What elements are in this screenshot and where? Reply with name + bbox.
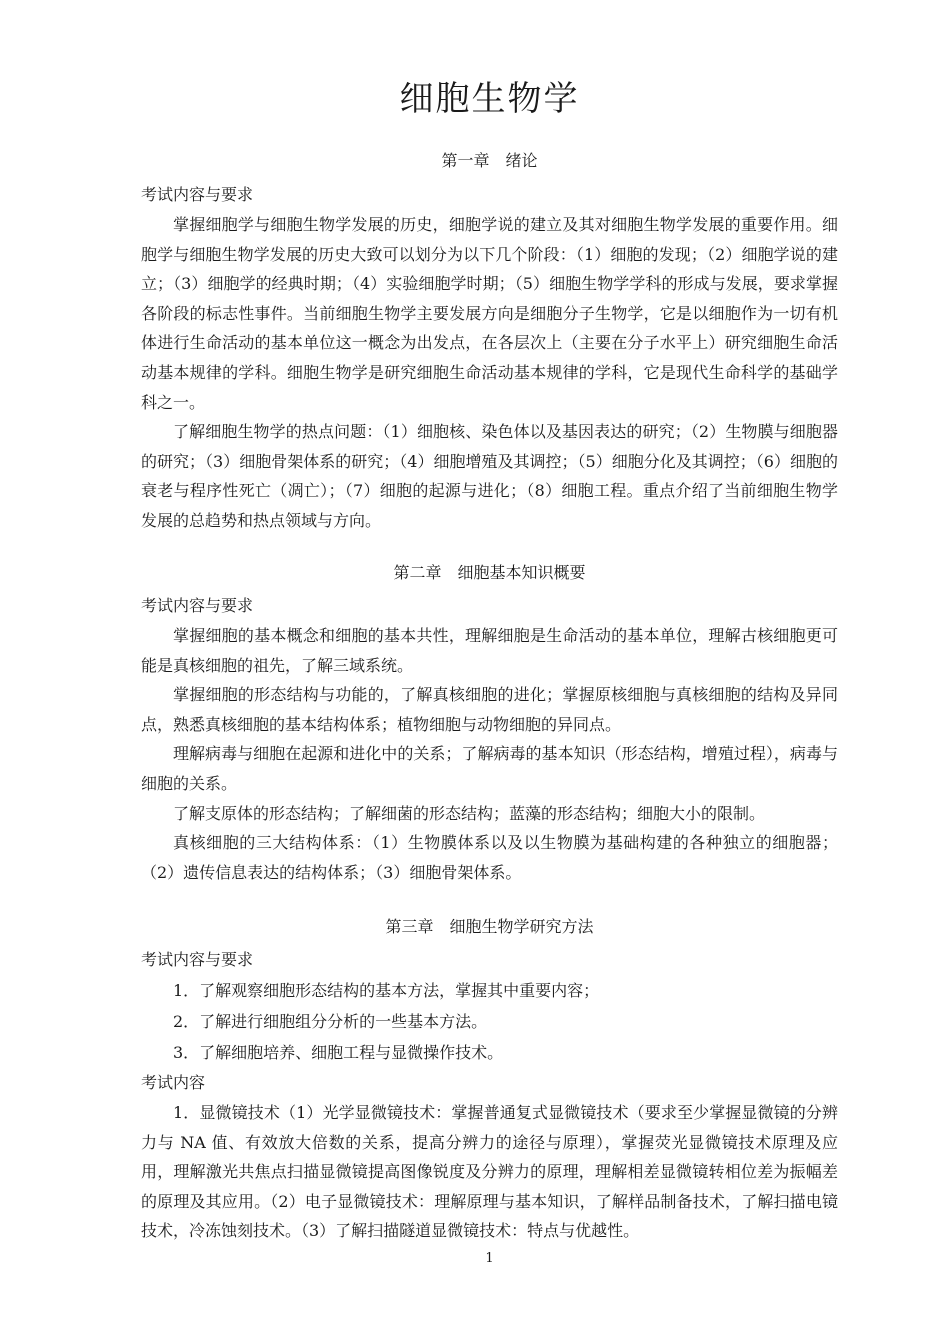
section-label: 考试内容 — [141, 1073, 206, 1092]
document-title: 细胞生物学 — [399, 79, 580, 119]
chapter-1 — [141, 146, 838, 536]
list-item: 3．了解细胞培养、细胞工程与显微操作技术。 — [173, 1043, 504, 1062]
paragraph: 掌握细胞的基本概念和细胞的基本共性，理解细胞是生命活动的基本单位，理解古核细胞更可能是真核细胞的祖先，了解三域系统。 — [141, 626, 838, 675]
section-label: 考试内容与要求 — [141, 596, 254, 615]
section-label: 考试内容与要求 — [141, 185, 254, 204]
chapter-heading: 第三章 细胞生物学研究方法 — [385, 917, 594, 936]
paragraph: 1．显微镜技术（1）光学显微镜技术：掌握普通复式显微镜技术（要求至少掌握显微镜的分辨力与 NA 值、有效放大倍数的关系，提高分辨力的途径与原理），掌握荧光显微镜技术原理及应用，理解激光共焦点扫描显微镜提高图像锐度及分辨力的原理，理解相差显微镜转相位差为振幅差的原理及其应用。（2）电子显微镜技术：理解原理与基本知识，了解样品制备技术，了解扫描电镜技术，冷冻蚀刻技术。（3）了解扫描隧道显微镜技术：特点与优越性。 — [141, 1103, 838, 1241]
chapter-heading: 第二章 细胞基本知识概要 — [393, 563, 586, 582]
paragraph: 理解病毒与细胞在起源和进化中的关系；了解病毒的基本知识（形态结构，增殖过程），病毒与细胞的关系。 — [141, 744, 838, 793]
paragraph: 掌握细胞学与细胞生物学发展的历史，细胞学说的建立及其对细胞生物学发展的重要作用。细胞学与细胞生物学发展的历史大致可以划分为以下几个阶段：（1）细胞的发现；（2）细胞学说的建立；（3）细胞学的经典时期；（4）实验细胞学时期；（5）细胞生物学学科的形成与发展，要求掌握各阶段的标志性事件。当前细胞生物学主要发展方向是细胞分子生物学，它是以细胞作为一切有机体进行生命活动的基本单位这一概念为出发点，在各层次上（主要在分子水平上）研究细胞生命活动基本规律的学科。细胞生物学是研究细胞生命活动基本规律的学科，它是现代生命科学的基础学科之一。 — [141, 215, 838, 412]
paragraph: 了解细胞生物学的热点问题：（1）细胞核、染色体以及基因表达的研究；（2）生物膜与细胞器的研究；（3）细胞骨架体系的研究；（4）细胞增殖及其调控；（5）细胞分化及其调控；（6）细胞的衰老与程序性死亡（凋亡）；（7）细胞的起源与进化；（8）细胞工程。重点介绍了当前细胞生物学发展的总趋势和热点领域与方向。 — [141, 422, 838, 530]
chapter-heading: 第一章 绪论 — [441, 151, 538, 170]
paragraph: 掌握细胞的形态结构与功能的，了解真核细胞的进化；掌握原核细胞与真核细胞的结构及异同点，熟悉真核细胞的基本结构体系；植物细胞与动物细胞的异同点。 — [141, 685, 838, 734]
paragraph: 真核细胞的三大结构体系：（1）生物膜体系以及以生物膜为基础构建的各种独立的细胞器；（2）遗传信息表达的结构体系；（3）细胞骨架体系。 — [141, 833, 838, 882]
list-item: 2．了解进行细胞组分分析的一些基本方法。 — [173, 1012, 488, 1031]
chapter-2 — [141, 558, 838, 887]
paragraph: 了解支原体的形态结构；了解细菌的形态结构；蓝藻的形态结构；细胞大小的限制。 — [173, 803, 766, 823]
page-number: 1 — [485, 1251, 494, 1266]
section-label: 考试内容与要求 — [141, 950, 254, 969]
list-item: 1．了解观察细胞形态结构的基本方法，掌握其中重要内容； — [173, 981, 600, 1000]
chapter-3 — [141, 912, 838, 1246]
